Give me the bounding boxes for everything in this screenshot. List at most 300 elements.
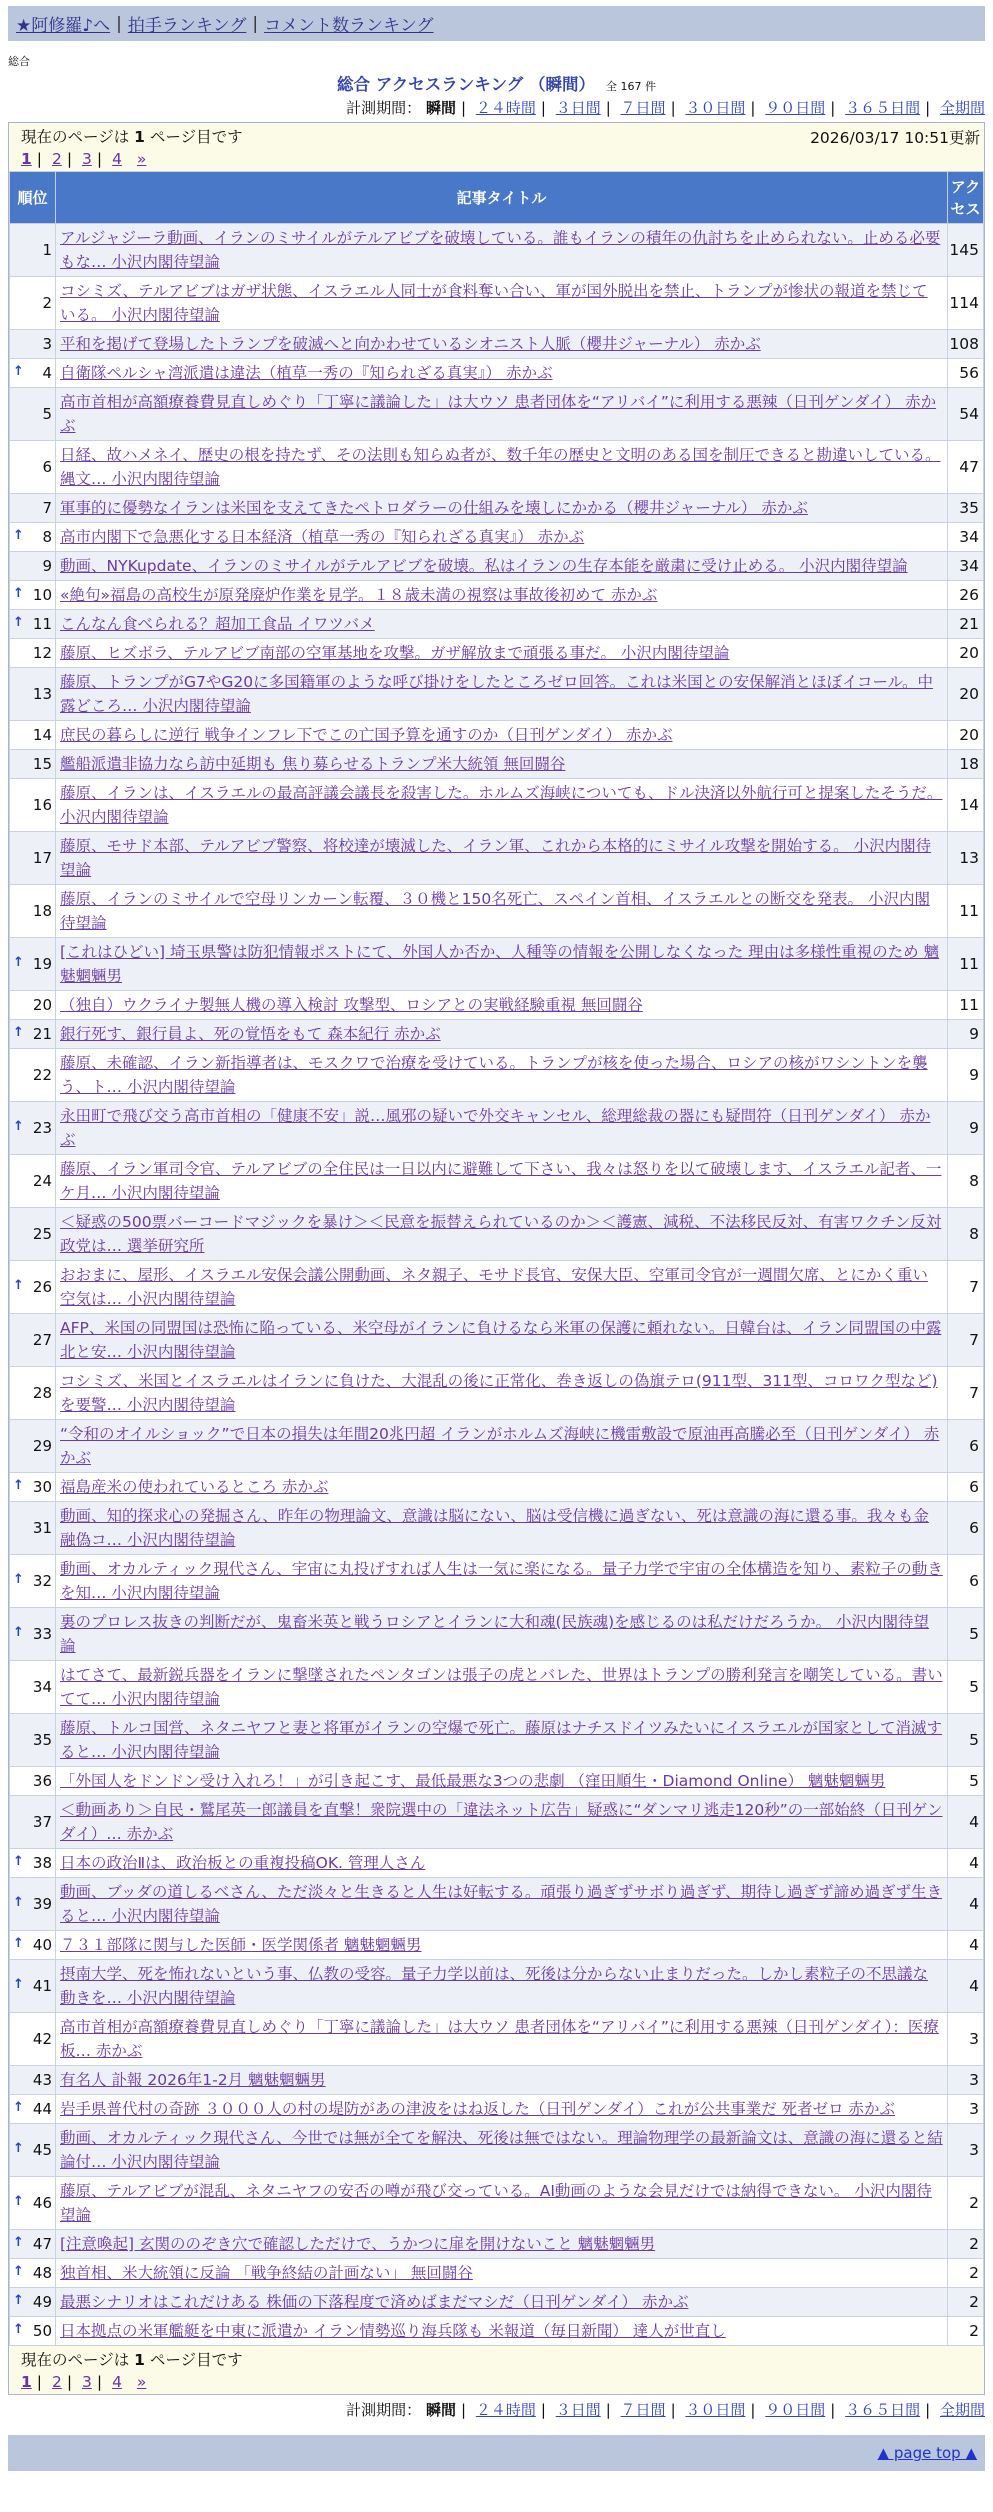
access-count: 5 (948, 1608, 984, 1661)
article-title-link[interactable]: 藤原、ヒズボラ、テルアビブ南部の空軍基地を攻撃。ガザ解放まで頑張る事だ。 小沢内閣待望論 (60, 644, 730, 662)
title-cell (56, 2288, 948, 2317)
rank-up-arrow-icon: ↑ (13, 2235, 24, 2250)
article-title-link[interactable]: 動画、ブッダの道しるべさん、ただ淡々と生きると人生は好転する。頑張り過ぎずサボり過ぎず、期待し過ぎず諦め過ぎず生きると… 小沢内閣待望論 (60, 1883, 943, 1925)
ranking-table (9, 171, 984, 2346)
rank-up-arrow-icon: ↑ (13, 1977, 24, 1992)
article-title-link[interactable]: コシミズ、テルアビブはガザ状態、イスラエル人同士が食料奪い合い、軍が国外脱出を禁止、トランプが惨状の報道を禁じている。 小沢内閣待望論 (60, 282, 928, 324)
rank-cell (10, 494, 56, 523)
rank-number: 22 (32, 1066, 52, 1084)
title-cell (56, 721, 948, 750)
rank-number: 41 (32, 1977, 52, 1995)
page-info-top (9, 123, 984, 171)
table-row (10, 721, 984, 750)
access-count: 4 (948, 1931, 984, 1960)
period-label: 計測期間： (346, 99, 422, 117)
page-status-prefix: 現在のページは (21, 2351, 130, 2369)
article-title-link[interactable]: おおまに、屋形、イスラエル安保会議公開動画、ネタ親子、モサド長官、安保大臣、空軍司令官が一週間欠席、とにかく重い空気は… 小沢内閣待望論 (60, 1266, 928, 1308)
pager-page-3[interactable]: 3 (82, 2373, 92, 2391)
rank-cell (10, 938, 56, 991)
ranking-rows (10, 224, 984, 2346)
article-title-link[interactable]: [注意喚起] 玄関ののぞき穴で確認しただけで、うかつに扉を開けないこと 魑魅魍魎男 (60, 2235, 656, 2253)
rank-cell (10, 779, 56, 832)
rank-cell (10, 2124, 56, 2177)
footer-bar (8, 2435, 985, 2471)
rank-number: 5 (42, 405, 52, 423)
access-count: 35 (948, 494, 984, 523)
rank-number: 25 (32, 1225, 52, 1243)
access-count: 2 (948, 2177, 984, 2230)
title-cell (56, 1102, 948, 1155)
period-link-24h[interactable]: ２４時間 (475, 99, 536, 117)
access-count: 3 (948, 2066, 984, 2095)
access-count: 18 (948, 750, 984, 779)
article-title-link[interactable]: 銀行死す、銀行員よ、死の覚悟をもて 森本紀行 赤かぶ (60, 1025, 441, 1043)
title-cell (56, 1878, 948, 1931)
title-cell (56, 1608, 948, 1661)
ranking-panel (8, 122, 985, 2395)
access-count: 11 (948, 991, 984, 1020)
rank-up-arrow-icon: ↑ (13, 1478, 24, 1493)
title-cell (56, 2013, 948, 2066)
rank-cell (10, 277, 56, 330)
article-title-link[interactable]: AFP、米国の同盟国は恐怖に陥っている、米空母がイランに負けるなら米軍の保護に頼れない。日韓台は、イラン同盟国の中露北と安… 小沢内閣待望論 (60, 1319, 942, 1361)
title-cell (56, 330, 948, 359)
rank-up-arrow-icon: ↑ (13, 364, 24, 379)
rank-cell (10, 359, 56, 388)
rank-cell (10, 2317, 56, 2346)
total-count: 全 167 件 (605, 80, 656, 93)
access-count: 2 (948, 2230, 984, 2259)
title-cell (56, 832, 948, 885)
access-count: 2 (948, 2259, 984, 2288)
access-count: 5 (948, 1661, 984, 1714)
updated-time: 2026/03/17 10:51更新 (810, 129, 980, 147)
title-cell (56, 1714, 948, 1767)
article-title-link[interactable]: 永田町で飛び交う高市首相の「健康不安」説…風邪の疑いで外交キャンセル、総理総裁の器にも疑問符（日刊ゲンダイ） 赤かぶ (60, 1107, 931, 1149)
page-title: 総合 アクセスランキング （瞬間） (337, 75, 596, 94)
article-title-link[interactable]: ７３１部隊に関与した医師・医学関係者 魑魅魍魎男 (60, 1936, 422, 1954)
period-link-3d[interactable]: ３日間 (555, 2401, 601, 2419)
rank-number: 38 (32, 1854, 52, 1872)
pager-next[interactable]: » (136, 2373, 147, 2391)
access-count: 4 (948, 1878, 984, 1931)
article-title-link[interactable]: 摂南大学、死を怖れないという事、仏教の受容。量子力学以前は、死後は分からない止まりだった。しかし素粒子の不思議な動きを… 小沢内閣待望論 (60, 1965, 929, 2007)
article-title-link[interactable]: 動画、オカルティック現代さん、宇宙に丸投げすれば人生は一気に楽になる。量子力学で宇宙の全体構造を知り、素粒子の動きを知… 小沢内閣待望論 (60, 1560, 943, 1602)
period-link-90d[interactable]: ９０日間 (765, 2401, 826, 2419)
rank-cell (10, 668, 56, 721)
article-title-link[interactable]: はてさて、最新鋭兵器をイランに撃墜されたペンタゴンは張子の虎とバレた、世界はトランプの勝利発言を嘲笑している。書いてて… 小沢内閣待望論 (60, 1666, 943, 1708)
title-cell (56, 668, 948, 721)
access-count: 8 (948, 1208, 984, 1261)
article-title-link[interactable]: 藤原、トランプがG7やG20に多国籍軍のような呼び掛けをしたところゼロ回答。これは米国との安保解消とほぼイコール。中露どころ… 小沢内閣待望論 (60, 673, 933, 715)
rank-number: 8 (42, 528, 52, 546)
article-title-link[interactable]: ＜疑惑の500票バーコードマジックを暴け＞＜民意を振替えられているのか＞＜護憲、減税、不法移民反対、有害ワクチン反対政党は… 選挙研究所 (60, 1213, 942, 1255)
title-cell (56, 441, 948, 494)
rank-cell (10, 1367, 56, 1420)
table-row (10, 1420, 984, 1473)
access-count: 9 (948, 1102, 984, 1155)
article-title-link[interactable]: 動画、知的探求心の発掘さん、昨年の物理論文、意識は脳にない、脳は受信機に過ぎない、死は意識の海に還る事。我々も金融偽コ… 小沢内閣待望論 (60, 1507, 929, 1549)
article-title-link[interactable]: 岩手県普代村の奇跡 ３０００人の村の堤防があの津波をはね返した（日刊ゲンダイ）これが公共事業だ 死者ゼロ 赤かぶ (60, 2100, 896, 2118)
rank-cell (10, 1661, 56, 1714)
rank-cell (10, 2259, 56, 2288)
period-link-365d[interactable]: ３６５日間 (845, 2401, 921, 2419)
rank-cell (10, 1020, 56, 1049)
article-title-link[interactable]: 日本の政治Ⅱは、政治板との重複投稿OK. 管理人さん (60, 1854, 426, 1872)
page-status-suffix: ページ目です (149, 128, 243, 146)
period-link-all[interactable]: 全期間 (939, 99, 985, 117)
pager-bottom: 1 | 2 | 3 | 4 » (21, 2373, 147, 2391)
title-cell (56, 885, 948, 938)
rank-up-arrow-icon: ↑ (13, 955, 24, 970)
rank-number: 42 (32, 2030, 52, 2048)
article-title-link[interactable]: 藤原、モサド本部、テルアビブ警察、将校達が壊滅した、イラン軍、これから本格的にミサイル攻撃を開始する。 小沢内閣待望論 (60, 837, 932, 879)
title-cell (56, 552, 948, 581)
rank-number: 21 (32, 1025, 52, 1043)
rank-cell (10, 1420, 56, 1473)
rank-up-arrow-icon: ↑ (13, 1854, 24, 1869)
table-row (10, 1767, 984, 1796)
rank-cell (10, 1555, 56, 1608)
table-row (10, 1796, 984, 1849)
article-title-link[interactable]: 福島産米の使われているところ 赤かぶ (60, 1478, 329, 1496)
rank-number: 39 (32, 1895, 52, 1913)
access-count: 6 (948, 1420, 984, 1473)
rank-number: 44 (32, 2100, 52, 2118)
table-row (10, 779, 984, 832)
title-cell (56, 779, 948, 832)
col-header-rank: 順位 (10, 172, 56, 224)
rank-number: 2 (42, 294, 52, 312)
table-row (10, 224, 984, 277)
clap-ranking-link[interactable]: 拍手ランキング (127, 16, 247, 36)
period-link-3d[interactable]: ３日間 (555, 99, 601, 117)
title-cell (56, 1796, 948, 1849)
rank-number: 24 (32, 1172, 52, 1190)
table-row (10, 1931, 984, 1960)
title-cell (56, 938, 948, 991)
access-count: 13 (948, 832, 984, 885)
rank-up-arrow-icon: ↑ (13, 2100, 24, 2115)
rank-number: 10 (32, 586, 52, 604)
access-count: 54 (948, 388, 984, 441)
title-cell (56, 224, 948, 277)
table-row (10, 1502, 984, 1555)
pager-page-3[interactable]: 3 (82, 150, 92, 168)
access-count: 47 (948, 441, 984, 494)
pager-page-4[interactable]: 4 (112, 2373, 122, 2391)
table-row (10, 1960, 984, 2013)
article-title-link[interactable]: 庶民の暮らしに逆行 戦争インフレ下でこの亡国予算を通すのか（日刊ゲンダイ） 赤かぶ (60, 726, 673, 744)
period-link-7d[interactable]: ７日間 (620, 99, 666, 117)
page-title-block (8, 71, 985, 95)
rank-cell (10, 1155, 56, 1208)
rank-number: 20 (32, 996, 52, 1014)
article-title-link[interactable]: 藤原、トルコ国営、ネタニヤフと妻と将軍がイランの空爆で死亡。藤原はナチスドイツみたいにイスラエルが国家として消滅すると… 小沢内閣待望論 (60, 1719, 942, 1761)
table-row (10, 832, 984, 885)
title-cell (56, 1049, 948, 1102)
table-row (10, 610, 984, 639)
table-row (10, 2013, 984, 2066)
rank-number: 13 (32, 685, 52, 703)
title-cell (56, 1261, 948, 1314)
access-count: 14 (948, 779, 984, 832)
access-count: 4 (948, 1849, 984, 1878)
rank-cell (10, 2095, 56, 2124)
rank-cell (10, 581, 56, 610)
title-cell (56, 1420, 948, 1473)
rank-number: 49 (32, 2293, 52, 2311)
rank-cell (10, 1849, 56, 1878)
nav-separator: | (252, 13, 259, 34)
title-cell (56, 750, 948, 779)
article-title-link[interactable]: 最悪シナリオはこれだけある 株価の下落程度で済めばまだマシだ（日刊ゲンダイ） 赤かぶ (60, 2293, 689, 2311)
rank-up-arrow-icon: ↑ (13, 1625, 24, 1640)
access-count: 9 (948, 1049, 984, 1102)
article-title-link[interactable]: 艦船派遣非協力なら訪中延期も 焦り募らせるトランプ米大統領 無回闘谷 (60, 755, 566, 773)
article-title-link[interactable]: 藤原、イラン軍司令官、テルアビブの全住民は一日以内に避難して下さい、我々は怒りを以て破壊します、イスラエル記者、一ケ月… 小沢内閣待望論 (60, 1160, 942, 1202)
table-row (10, 639, 984, 668)
rank-number: 47 (32, 2235, 52, 2253)
rank-cell (10, 2013, 56, 2066)
rank-up-arrow-icon: ↑ (13, 615, 24, 630)
period-link-all[interactable]: 全期間 (939, 2401, 985, 2419)
title-cell (56, 639, 948, 668)
article-title-link[interactable]: 藤原、未確認、イラン新指導者は、モスクワで治療を受けている。トランプが核を使った場合、ロシアの核がワシントンを襲う、ト… 小沢内閣待望論 (60, 1054, 928, 1096)
rank-cell (10, 2288, 56, 2317)
access-count: 108 (948, 330, 984, 359)
table-row (10, 494, 984, 523)
rank-up-arrow-icon: ↑ (13, 2293, 24, 2308)
title-cell (56, 991, 948, 1020)
article-title-link[interactable]: コシミズ、米国とイスラエルはイランに負けた、大混乱の後に正常化、巻き返しの偽旗テロ(911型、311型、コロワク型など)を要警… 小沢内閣待望論 (60, 1372, 938, 1414)
rank-number: 3 (42, 335, 52, 353)
pager-page-2[interactable]: 2 (51, 150, 62, 168)
article-title-link[interactable]: 藤原、イランは、イスラエルの最高評議会議長を殺害した。ホルムズ海峡についても、ドル決済以外航行可と提案したそうだ。 小沢内閣待望論 (60, 784, 943, 826)
title-cell (56, 1314, 948, 1367)
rank-number: 45 (32, 2141, 52, 2159)
article-title-link[interactable]: 独首相、米大統領に反論 「戦争終結の計画ない」 無回闘谷 (60, 2264, 473, 2282)
period-link-7d[interactable]: ７日間 (620, 2401, 666, 2419)
table-row (10, 750, 984, 779)
access-count: 145 (948, 224, 984, 277)
rank-number: 37 (32, 1813, 52, 1831)
title-cell (56, 523, 948, 552)
access-count: 6 (948, 1473, 984, 1502)
access-count: 6 (948, 1502, 984, 1555)
pager-page-2[interactable]: 2 (51, 2373, 62, 2391)
table-row (10, 2177, 984, 2230)
title-cell (56, 1767, 948, 1796)
rank-cell (10, 1208, 56, 1261)
access-count: 8 (948, 1155, 984, 1208)
pager-page-1[interactable]: 1 (21, 150, 32, 168)
title-cell (56, 1367, 948, 1420)
access-count: 4 (948, 1960, 984, 2013)
page-status-suffix: ページ目です (149, 2351, 243, 2369)
title-cell (56, 1208, 948, 1261)
access-count: 56 (948, 359, 984, 388)
article-title-link[interactable]: 有名人 訃報 2026年1-2月 魑魅魍魎男 (60, 2071, 326, 2089)
rank-up-arrow-icon: ↑ (13, 1278, 24, 1293)
article-title-link[interactable]: “令和のオイルショック”で日本の損失は年間20兆円超 イランがホルムズ海峡に機雷敷設で原油再高騰必至（日刊ゲンダイ） 赤かぶ (60, 1425, 940, 1467)
top-nav-bar (8, 6, 985, 41)
article-title-link[interactable]: 動画、NYKupdate、イランのミサイルがテルアビブを破壊。私はイランの生存本能を厳粛に受け止める。 小沢内閣待望論 (60, 557, 908, 575)
rank-up-arrow-icon: ↑ (13, 1936, 24, 1951)
rank-cell (10, 610, 56, 639)
article-title-link[interactable]: 「外国人をドンドン受け入れろ！」が引き起こす、最低最悪な3つの悲劇 （窪田順生・Diamond Online） 魑魅魍魎男 (60, 1772, 886, 1790)
title-cell (56, 277, 948, 330)
table-row (10, 2259, 984, 2288)
rank-cell (10, 639, 56, 668)
rank-number: 50 (32, 2322, 52, 2340)
access-count: 3 (948, 2124, 984, 2177)
rank-cell (10, 1796, 56, 1849)
access-count: 7 (948, 1367, 984, 1420)
rank-cell (10, 1931, 56, 1960)
table-row (10, 1849, 984, 1878)
rank-number: 33 (32, 1625, 52, 1643)
rank-cell (10, 1878, 56, 1931)
title-cell (56, 2124, 948, 2177)
table-row (10, 1155, 984, 1208)
category-label: 総合 (8, 55, 30, 68)
rank-number: 46 (32, 2194, 52, 2212)
page-info-bottom (9, 2346, 984, 2394)
rank-cell (10, 1314, 56, 1367)
article-title-link[interactable]: «絶句»福島の高校生が原発廃炉作業を見学。１８歳未満の視察は事故後初めて 赤かぶ (60, 586, 658, 604)
access-count: 7 (948, 1261, 984, 1314)
rank-number: 19 (32, 955, 52, 973)
nav-separator: | (116, 13, 122, 34)
table-row (10, 277, 984, 330)
rank-number: 7 (42, 499, 52, 517)
access-count: 26 (948, 581, 984, 610)
col-header-title: 記事タイトル (56, 172, 948, 224)
table-row (10, 552, 984, 581)
title-cell (56, 2066, 948, 2095)
article-title-link[interactable]: 裏のプロレス抜きの判断だが、鬼畜米英と戦うロシアとイランに大和魂(民族魂)を感じるのは私だけだろうか。 小沢内閣待望論 (60, 1613, 930, 1655)
period-link-365d[interactable]: ３６５日間 (845, 99, 921, 117)
article-title-link[interactable]: 高市首相が高額療養費見直しめぐり「丁寧に議論した」は大ウソ 患者団体を“アリバイ”に利用する悪辣（日刊ゲンダイ）：医療板… 赤かぶ (60, 2018, 939, 2060)
period-selector-bottom: 計測期間： 瞬間 | ２４時間 | ３日間 | ７日間 | ３０日間 | ９０日間 | ３６５日間 | 全期間 (346, 2401, 985, 2419)
period-link-24h[interactable]: ２４時間 (475, 2401, 536, 2419)
rank-cell (10, 1473, 56, 1502)
rank-up-arrow-icon: ↑ (13, 1119, 24, 1134)
rank-cell (10, 1502, 56, 1555)
rank-up-arrow-icon: ↑ (13, 2264, 24, 2279)
article-title-link[interactable]: アルジャジーラ動画、イランのミサイルがテルアビブを破壊している。誰もイランの積年の仇討ちを止められない。止める必要もな… 小沢内閣待望論 (60, 229, 941, 271)
article-title-link[interactable]: 平和を掲げて登場したトランプを破滅へと向かわせているシオニスト人脈（櫻井ジャーナル） 赤かぶ (60, 335, 761, 353)
access-count: 114 (948, 277, 984, 330)
title-cell (56, 1555, 948, 1608)
rank-number: 26 (32, 1278, 52, 1296)
rank-cell (10, 523, 56, 552)
article-title-link[interactable]: ＜動画あり＞自民・鷲尾英一郎議員を直撃！衆院選中の「違法ネット広告」疑惑に“ダンマリ逃走120秒”の一部始終（日刊ゲンダイ）… 赤かぶ (60, 1801, 943, 1843)
article-title-link[interactable]: 藤原、テルアビブが混乱、ネタニヤフの安否の噂が飛び交っている。AI動画のような会見だけでは納得できない。 小沢内閣待望論 (60, 2182, 932, 2224)
page-status-number: 1 (134, 2351, 145, 2369)
table-row (10, 2066, 984, 2095)
col-header-access: アクセス (948, 172, 984, 224)
home-link[interactable]: ★阿修羅♪へ (16, 16, 111, 36)
page-status-prefix: 現在のページは (21, 128, 130, 146)
article-title-link[interactable]: 日経、故ハメネイ、歴史の根を持たず、その法則も知らぬ者が、数千年の歴史と文明のある国を制圧できると勘違いしている。縄文… 小沢内閣待望論 (60, 446, 941, 488)
period-link-90d[interactable]: ９０日間 (765, 99, 826, 117)
access-count: 34 (948, 552, 984, 581)
rank-number: 35 (32, 1731, 52, 1749)
comment-ranking-link[interactable]: コメント数ランキング (264, 16, 434, 36)
article-title-link[interactable]: 高市首相が高額療養費見直しめぐり「丁寧に議論した」は大ウソ 患者団体を“アリバイ”に利用する悪辣（日刊ゲンダイ） 赤かぶ (60, 393, 937, 435)
rank-cell (10, 721, 56, 750)
title-cell (56, 388, 948, 441)
rank-up-arrow-icon: ↑ (13, 2322, 24, 2337)
rank-up-arrow-icon: ↑ (13, 1572, 24, 1587)
article-title-link[interactable]: 軍事的に優勢なイランは米国を支えてきたペトロダラーの仕組みを壊しにかかる（櫻井ジャーナル） 赤かぶ (60, 499, 808, 517)
table-row (10, 1314, 984, 1367)
article-title-link[interactable]: 藤原、イランのミサイルで空母リンカーン転覆、３０機と150名死亡、スペイン首相、イスラエルとの断交を発表。 小沢内閣待望論 (60, 890, 930, 932)
title-cell (56, 1661, 948, 1714)
period-link-30d[interactable]: ３０日間 (685, 99, 746, 117)
pager-next[interactable]: » (136, 150, 147, 168)
table-row (10, 359, 984, 388)
article-title-link[interactable]: 高市内閣下で急悪化する日本経済（植草一秀の『知られざる真実』） 赤かぶ (60, 528, 585, 546)
rank-up-arrow-icon: ↑ (13, 2194, 24, 2209)
article-title-link[interactable]: [これはひどい] 埼玉県警は防犯情報ポストにて、外国人か否か、人種等の情報を公開しなくなった 理由は多様性重視のため 魑魅魍魎男 (60, 943, 940, 985)
period-link-30d[interactable]: ３０日間 (685, 2401, 746, 2419)
rank-up-arrow-icon: ↑ (13, 1025, 24, 1040)
rank-number: 16 (32, 796, 52, 814)
table-row (10, 388, 984, 441)
access-count: 11 (948, 938, 984, 991)
rank-number: 27 (32, 1331, 52, 1349)
article-title-link[interactable]: 日本拠点の米軍艦艇を中東に派遣か イラン情勢巡り海兵隊も 米報道（毎日新聞） 達人が世直し (60, 2322, 726, 2340)
table-row (10, 1261, 984, 1314)
rank-cell (10, 1767, 56, 1796)
article-title-link[interactable]: （独自）ウクライナ製無人機の導入検討 攻撃型、ロシアとの実戦経験重視 無回闘谷 (60, 996, 643, 1014)
title-cell (56, 1155, 948, 1208)
rank-number: 9 (42, 557, 52, 575)
table-row (10, 2288, 984, 2317)
rank-number: 43 (32, 2071, 52, 2089)
page-status-bottom (21, 2349, 972, 2371)
title-cell (56, 1960, 948, 2013)
rank-cell (10, 552, 56, 581)
rank-number: 15 (32, 755, 52, 773)
access-count: 5 (948, 1767, 984, 1796)
table-row (10, 523, 984, 552)
article-title-link[interactable]: 自衛隊ペルシャ湾派遣は違法（植草一秀の『知られざる真実』） 赤かぶ (60, 364, 553, 382)
title-cell (56, 1502, 948, 1555)
rank-number: 11 (32, 615, 52, 633)
pager-page-4[interactable]: 4 (112, 150, 122, 168)
article-title-link[interactable]: こんなん食べられる？超加工食品 イワツバメ (60, 615, 375, 633)
rank-cell (10, 2177, 56, 2230)
access-count: 2 (948, 2317, 984, 2346)
rank-cell (10, 1714, 56, 1767)
table-row (10, 668, 984, 721)
access-count: 34 (948, 523, 984, 552)
pager-page-1[interactable]: 1 (21, 2373, 32, 2391)
page-top-link[interactable]: ▲ page top ▲ (877, 2444, 977, 2462)
rank-cell (10, 1102, 56, 1155)
table-row (10, 2230, 984, 2259)
table-row (10, 1208, 984, 1261)
rank-cell (10, 2230, 56, 2259)
title-cell (56, 2177, 948, 2230)
table-row (10, 991, 984, 1020)
access-count: 21 (948, 610, 984, 639)
article-title-link[interactable]: 動画、オカルティック現代さん、今世では無が全てを解決、死後は無ではない。理論物理学の最新論文は、意識の海に還ると結論付… 小沢内閣待望論 (60, 2129, 943, 2171)
